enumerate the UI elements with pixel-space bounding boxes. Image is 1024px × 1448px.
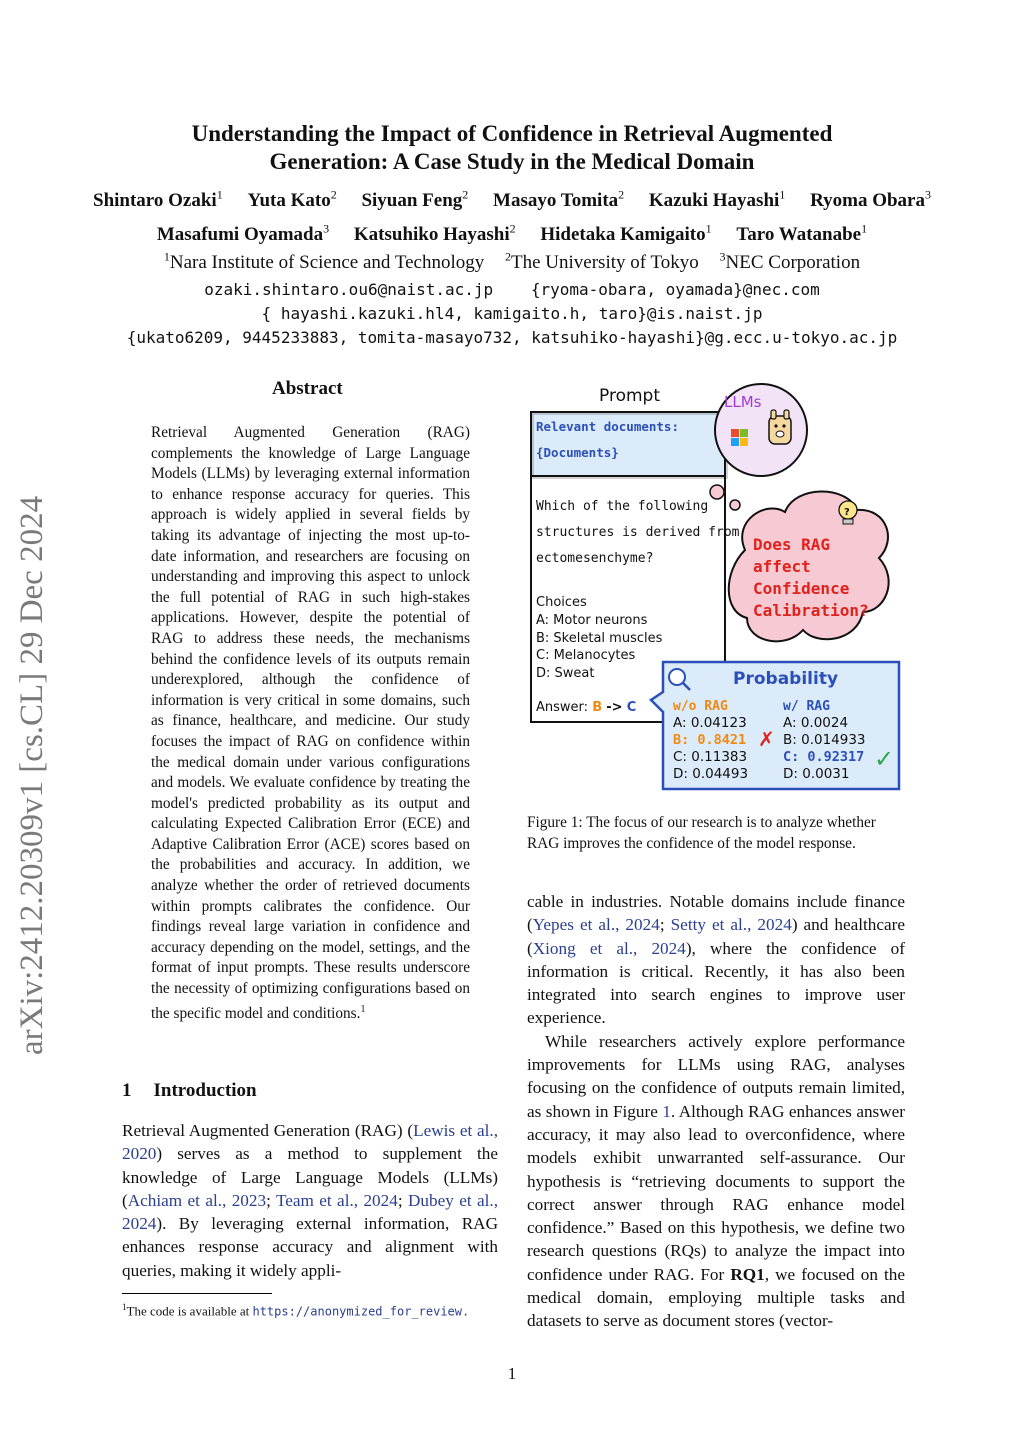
right-column-text <box>527 890 905 1333</box>
citation-link[interactable]: Team et al., 2024 <box>275 1190 398 1210</box>
prob-value: A: 0.0024 <box>783 715 849 731</box>
prompt-label: Prompt <box>599 386 660 406</box>
footnote-rule <box>122 1293 272 1294</box>
abstract-heading: Abstract <box>272 378 343 399</box>
question-line: Which of the following <box>536 499 709 514</box>
author: Kazuki Hayashi$^1$ <box>648 188 786 212</box>
page-number: 1 <box>507 1364 517 1383</box>
choice: D: Sweat <box>536 666 595 681</box>
cross-icon: ✗ <box>758 727 775 751</box>
email[interactable]: {ryoma-obara, oyamada}@nec.com <box>530 280 820 299</box>
choices-label: Choices <box>536 595 587 610</box>
thought-text: Does RAG <box>753 535 831 554</box>
question-line: ectomesenchyme? <box>536 551 654 566</box>
title-line-1: Understanding the Impact of Confidence in Retrieval Augmented <box>191 121 833 146</box>
question-line: structures is derived from <box>536 525 740 540</box>
thought-text: Calibration? <box>753 601 869 620</box>
affiliation: $^3$NEC Corporation <box>719 250 861 274</box>
abstract-text: Retrieval Augmented Generation (RAG) complements the knowledge of Large Language Models (LLMs) by leveraging external information to enhance response accuracy for queries. This approach is widely applied in several fields by taking its advantage of injecting the most up-to-date information, and researchers are focusing on understanding and improving this aspect to unlock the full potential of RAG in such high-stakes applications. However, despite the potential of RAG to address these needs, the mechanisms behind the confidence levels of its outputs remain underexplored, although the confidence of information is very critical in some domains, such as finance, healthcare, and medicine. Our study focuses the impact of RAG on confidence within the medical domain under various configurations and models. We evaluate confidence by treating the model's predicted probability as its output and calculating Expected Calibration Error (ECE) and Adaptive Calibration Error (ACE) scores based on the probabilities and accuracy. In addition, we analyze whether the order of retrieved documents within prompts calibrates the confidence. Our findings reveal large variation in confidence and accuracy depending on the model, settings, and the format of input prompts. These results underscore the necessity of optimizing configurations based on the specific model and conditions. <box>151 424 470 1022</box>
citation-link[interactable]: Xiong et al., 2024 <box>532 938 686 958</box>
prob-value: C: 0.11383 <box>673 749 748 765</box>
w-rag-label: w/ RAG <box>783 699 830 714</box>
author: Katsuhiko Hayashi$^2$ <box>353 222 516 246</box>
documents-placeholder: {Documents} <box>536 445 619 460</box>
llms-label: LLMs <box>724 393 762 411</box>
prob-value: B: 0.014933 <box>783 732 866 748</box>
wo-rag-label: w/o RAG <box>673 699 728 714</box>
email[interactable]: ozaki.shintaro.ou6@naist.ac.jp <box>204 280 494 299</box>
abstract-body <box>151 423 470 1024</box>
prob-value: D: 0.0031 <box>783 766 850 782</box>
author: Taro Watanabe$^1$ <box>736 222 868 246</box>
choice: B: Skeletal muscles <box>536 631 663 646</box>
author: Ryoma Obara$^3$ <box>810 188 931 212</box>
email[interactable]: { hayashi.kazuki.hl4, kamigaito.h, taro}@is.naist.jp <box>261 304 763 323</box>
thought-dot <box>710 485 724 499</box>
paragraph: While researchers actively explore performance improvements for LLMs using RAG, analyses focusing on the confidence of outputs remain limited, as shown in Figure 1. Although RAG enhances answer accuracy, it may also lead to overconfidence, where models exhibit unwarranted self-assurance. Our hypothesis is “retrieving documents to support the correct answer through RAG enhance model confidence.” Based on this hypothesis, we define two research questions (RQs) to analyze the impact into confidence under RAG. For RQ1, we focused on the medical domain, employing multiple tasks and datasets to serve as document stores (vector- <box>527 1031 905 1331</box>
intro-paragraph: Retrieval Augmented Generation (RAG) (Lewis et al., 2020) serves as a method to supplement the knowledge of Large Language Models (LLMs) (Achiam et al., 2023; Team et al., 2024; Dubey et al., 2024). By leveraging external information, RAG enhances response accuracy and alignment with queries, making it widely appli- <box>122 1121 499 1280</box>
author: Hidetaka Kamigaito$^1$ <box>540 222 712 246</box>
prob-value: B: 0.8421 <box>673 732 747 748</box>
title-line-2: Generation: A Case Study in the Medical Domain <box>269 149 755 174</box>
author: Masafumi Oyamada$^3$ <box>156 222 330 246</box>
prob-value: A: 0.04123 <box>673 715 747 731</box>
author: Masayo Tomita$^2$ <box>493 188 625 212</box>
affiliation: $^1$Nara Institute of Science and Technology <box>163 250 485 274</box>
author: Yuta Kato$^2$ <box>247 188 337 212</box>
author-row-1 <box>0 188 1024 212</box>
svg-text:?: ? <box>844 507 850 518</box>
figure-ref-link[interactable]: 1 <box>662 1101 671 1121</box>
prob-value: C: 0.92317 <box>783 749 865 765</box>
thought-dot <box>730 500 740 510</box>
footnote: $^1$The code is available at https://anonymized_for_review. <box>122 1302 470 1319</box>
check-icon: ✓ <box>874 745 895 773</box>
arxiv-identifier[interactable]: arXiv:2412.20309v1 [cs.CL] 29 Dec 2024 <box>14 495 50 1055</box>
citation-link[interactable]: Achiam et al., 2023 <box>127 1190 267 1210</box>
relevant-docs-label: Relevant documents: <box>536 419 679 434</box>
prob-value: D: 0.04493 <box>673 766 749 782</box>
email-row-3 <box>0 328 1024 347</box>
citation-link[interactable]: Dubey et al., 2024 <box>122 1190 499 1234</box>
section-heading: 1 Introduction <box>122 1080 257 1101</box>
author: Siyuan Feng$^2$ <box>361 188 469 212</box>
choice: C: Melanocytes <box>536 648 636 663</box>
figure-caption: Figure 1: The focus of our research is to analyze whether RAG improves the confidence of the model response. <box>527 814 876 852</box>
choice: A: Motor neurons <box>536 613 648 628</box>
email-row-2 <box>0 304 1024 323</box>
answer-line: Answer: B -> C <box>536 700 637 715</box>
paragraph: cable in industries. Notable domains include finance (Yepes et al., 2024; Setty et al., 2024) and healthcare (Xiong et al., 2024), where the confidence of information is critical. Recently, it has also been integrated into search engines to improve user experience. <box>527 892 906 1028</box>
citation-link[interactable]: Setty et al., 2024 <box>670 915 792 935</box>
thought-text: affect <box>753 557 811 576</box>
email[interactable]: {ukato6209, 9445233883, tomita-masayo732, katsuhiko-hayashi}@g.ecc.u-tokyo.ac.jp <box>126 328 898 347</box>
citation-link[interactable]: Lewis et al., 2020 <box>122 1121 498 1164</box>
author: Shintaro Ozaki$^1$ <box>93 188 223 212</box>
thought-text: Confidence <box>753 579 850 598</box>
author-row-2 <box>0 222 1024 246</box>
figure-1 <box>527 380 905 800</box>
code-url-link[interactable]: https://anonymized_for_review. <box>252 1304 470 1319</box>
paper-title <box>0 120 1024 176</box>
citation-link[interactable]: Yepes et al., 2024 <box>532 915 660 935</box>
email-row-1 <box>0 280 1024 299</box>
footnote-mark[interactable]: 1 <box>360 1003 366 1015</box>
affiliations <box>0 250 1024 274</box>
affiliation: $^2$The University of Tokyo <box>505 250 699 274</box>
probability-title: Probability <box>733 669 839 689</box>
